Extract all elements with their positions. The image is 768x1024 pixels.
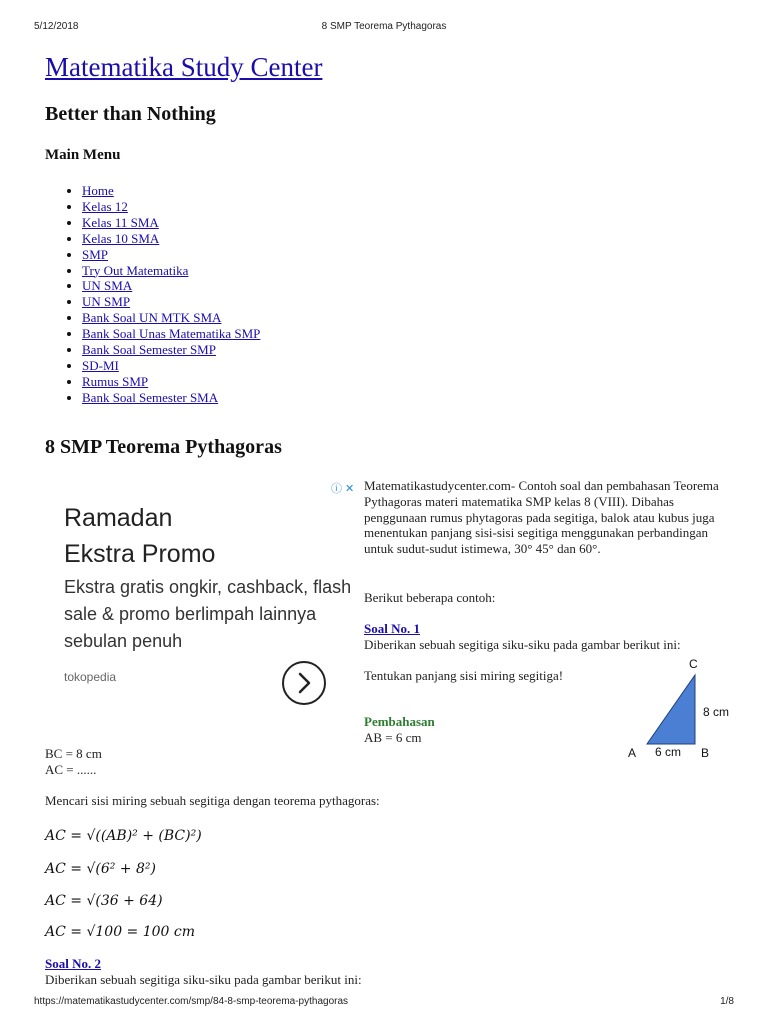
vertex-c-label: C xyxy=(689,657,698,671)
menu-link-kelas-10[interactable]: Kelas 10 SMA xyxy=(82,230,160,246)
menu-link-sd-mi[interactable]: SD-MI xyxy=(82,357,119,373)
examples-intro: Berikut beberapa contoh: xyxy=(364,590,496,605)
menu-link-rumus-smp[interactable]: Rumus SMP xyxy=(82,373,149,389)
site-tagline: Better than Nothing xyxy=(45,103,216,125)
menu-item xyxy=(82,231,260,247)
equation-1: AC = √((AB)² + (BC)²) xyxy=(45,828,202,844)
menu-item xyxy=(82,294,260,310)
menu-item xyxy=(82,390,260,406)
print-title: 8 SMP Teorema Pythagoras xyxy=(321,21,447,32)
site-title-link[interactable]: Matematika Study Center xyxy=(45,52,323,82)
vertex-b-label: B xyxy=(701,746,710,760)
soal-1-question: Tentukan panjang sisi miring segitiga! xyxy=(364,668,564,683)
side-bc-value: BC = 8 cm xyxy=(45,746,102,761)
menu-link-home[interactable]: Home xyxy=(82,183,114,198)
adchoices-icon[interactable]: ⓘ ✕ xyxy=(331,483,355,495)
soal-1-link[interactable]: Soal No. 1 xyxy=(364,621,420,636)
ad-body: Ekstra gratis ongkir, cashback, flash sale & promo berlimpah lainnya sebulan penuh xyxy=(64,577,352,651)
menu-item xyxy=(82,326,260,342)
pembahasan-heading: Pembahasan xyxy=(364,714,435,729)
menu-item xyxy=(82,358,260,374)
chevron-right-icon xyxy=(284,663,324,703)
menu-link-bank-soal-semester-smp[interactable]: Bank Soal Semester SMP xyxy=(82,342,216,358)
method-text: Mencari sisi miring sebuah segitiga dengan teorema pythagoras: xyxy=(45,793,380,808)
side-ac-value: AC = ...... xyxy=(45,762,97,777)
menu-item xyxy=(82,342,260,358)
side-bc-label: 8 cm xyxy=(703,705,730,719)
equation-2: AC = √(6² + 8²) xyxy=(45,861,156,877)
main-menu-heading: Main Menu xyxy=(45,147,121,163)
menu-item xyxy=(82,278,260,294)
triangle-diagram xyxy=(620,652,740,764)
menu-item xyxy=(82,374,260,390)
ad-arrow-button[interactable] xyxy=(282,661,326,705)
menu-link-try-out[interactable]: Try Out Matematika xyxy=(82,262,189,278)
soal-2-text: Diberikan sebuah segitiga siku-siku pada gambar berikut ini: xyxy=(45,972,362,987)
menu-item xyxy=(82,247,260,263)
advertisement[interactable] xyxy=(45,478,357,736)
menu-item xyxy=(82,310,260,326)
soal-1-text: Diberikan sebuah segitiga siku-siku pada gambar berikut ini: xyxy=(364,637,681,652)
print-header xyxy=(0,6,768,32)
menu-link-smp[interactable]: SMP xyxy=(82,246,109,262)
menu-link-bank-soal-unas-smp[interactable]: Bank Soal Unas Matematika SMP xyxy=(82,326,261,342)
menu-link-un-sma[interactable]: UN SMA xyxy=(82,278,133,294)
menu-link-kelas-12[interactable]: Kelas 12 xyxy=(82,198,128,214)
article-intro: Matematikastudycenter.com- Contoh soal dan pembahasan Teorema Pythagoras materi matematika SMP kelas 8 (VIII). Dibahas penggunaan rumus phytagoras pada segitiga, balok atau kubus juga menentukan panjang sisi-sisi segitiga menggunakan perbandingan untuk sudut-sudut istimewa, 30° 45° dan 60°. xyxy=(364,478,719,557)
site-title xyxy=(45,52,322,83)
print-url: https://matematikastudycenter.com/smp/84-8-smp-teorema-pythagoras xyxy=(34,996,349,1007)
menu-item xyxy=(82,183,260,199)
page-number: 1/8 xyxy=(720,996,734,1007)
main-menu xyxy=(63,183,260,406)
menu-link-un-smp[interactable]: UN SMP xyxy=(82,294,131,310)
article-title: 8 SMP Teorema Pythagoras xyxy=(45,436,282,458)
print-footer xyxy=(0,996,768,1010)
ad-headline xyxy=(64,500,215,572)
menu-item xyxy=(82,263,260,279)
menu-link-bank-soal-semester-sma[interactable]: Bank Soal Semester SMA xyxy=(82,389,219,405)
ad-headline-line-1: Ramadan xyxy=(64,504,173,532)
triangle-shape xyxy=(647,675,695,744)
print-date: 5/12/2018 xyxy=(34,21,79,32)
vertex-a-label: A xyxy=(628,746,637,760)
menu-item xyxy=(82,199,260,215)
menu-item xyxy=(82,215,260,231)
soal-2-link[interactable]: Soal No. 2 xyxy=(45,956,101,971)
equation-3: AC = √(36 + 64) xyxy=(45,893,163,909)
soal-1-heading xyxy=(364,621,420,637)
menu-link-kelas-11[interactable]: Kelas 11 SMA xyxy=(82,214,159,230)
menu-link-bank-soal-un-mtk-sma[interactable]: Bank Soal UN MTK SMA xyxy=(82,310,222,326)
ad-brand: tokopedia xyxy=(64,670,117,684)
soal-2-heading xyxy=(45,956,101,972)
side-ab-label: 6 cm xyxy=(655,745,682,759)
ad-headline-line-2: Ekstra Promo xyxy=(64,540,216,568)
side-ab-value: AB = 6 cm xyxy=(364,730,422,745)
equation-4: AC = √100 = 100 cm xyxy=(45,924,196,940)
